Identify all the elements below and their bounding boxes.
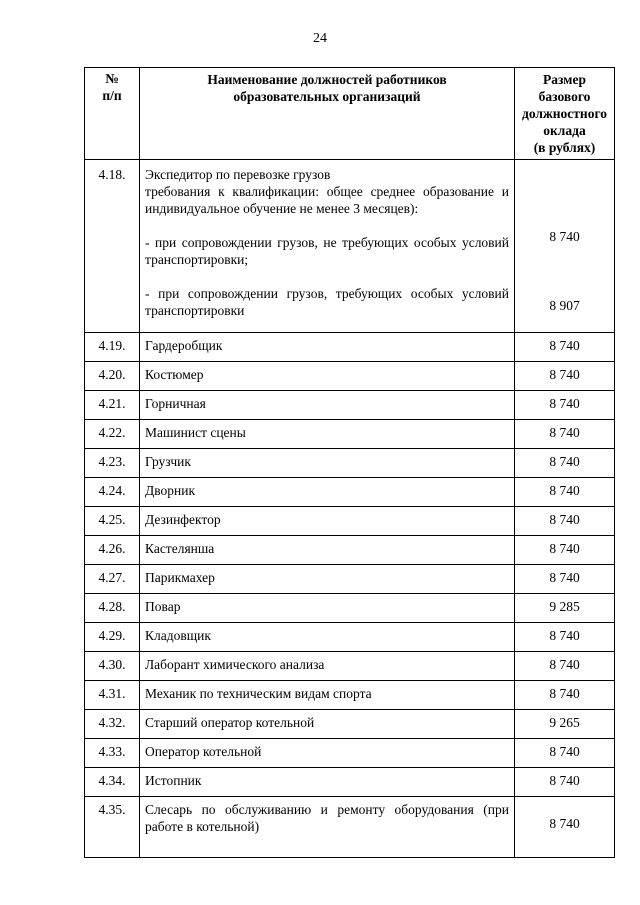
row-salary: 9 285 (515, 594, 615, 623)
row-position-name: Грузчик (140, 449, 515, 478)
row-salary (515, 160, 615, 333)
table-row (85, 449, 615, 478)
positions-salary-table (84, 67, 615, 858)
table-row (85, 333, 615, 362)
table-row (85, 681, 615, 710)
row-salary: 8 740 (515, 478, 615, 507)
header-name-line2: образовательных организаций (233, 89, 421, 104)
header-salary (515, 68, 615, 160)
row-number: 4.35. (85, 797, 140, 858)
table-row (85, 565, 615, 594)
table-row (85, 797, 615, 858)
table-row (85, 160, 615, 333)
row-position-name: Дворник (140, 478, 515, 507)
row-salary: 8 740 (515, 739, 615, 768)
table-row (85, 623, 615, 652)
row-salary: 8 740 (515, 652, 615, 681)
row-salary-case-2: 8 907 (549, 298, 580, 313)
table-row (85, 507, 615, 536)
row-number: 4.33. (85, 739, 140, 768)
table-row (85, 768, 615, 797)
row-number: 4.31. (85, 681, 140, 710)
row-salary: 8 740 (515, 420, 615, 449)
row-number: 4.23. (85, 449, 140, 478)
row-number: 4.19. (85, 333, 140, 362)
table-row (85, 739, 615, 768)
row-number: 4.22. (85, 420, 140, 449)
row-position-name (140, 160, 515, 333)
header-position-name (140, 68, 515, 160)
row-number: 4.32. (85, 710, 140, 739)
row-number: 4.29. (85, 623, 140, 652)
table-row (85, 594, 615, 623)
header-salary-line2: базового (538, 89, 591, 104)
row-salary: 8 740 (515, 565, 615, 594)
row-position-name: Парикмахер (140, 565, 515, 594)
row-salary: 8 740 (515, 391, 615, 420)
row-position-name: Слесарь по обслуживанию и ремонту оборудования (при работе в котельной) (140, 797, 515, 858)
row-case-1: - при сопровождении грузов, не требующих особых условий транспортировки; (145, 235, 509, 267)
row-position-name: Механик по техническим видам спорта (140, 681, 515, 710)
row-number: 4.30. (85, 652, 140, 681)
row-position-name: Горничная (140, 391, 515, 420)
row-salary: 8 740 (515, 362, 615, 391)
row-position-name: Костюмер (140, 362, 515, 391)
row-number: 4.25. (85, 507, 140, 536)
row-position-name: Повар (140, 594, 515, 623)
row-position-name: Лаборант химического анализа (140, 652, 515, 681)
row-salary: 8 740 (515, 333, 615, 362)
row-position-name: Гардеробщик (140, 333, 515, 362)
table-row (85, 362, 615, 391)
row-number: 4.26. (85, 536, 140, 565)
row-number: 4.18. (85, 160, 140, 333)
row-salary: 8 740 (515, 797, 615, 858)
row-position-name: Машинист сцены (140, 420, 515, 449)
header-salary-line3: должностного (522, 106, 607, 121)
table-row (85, 478, 615, 507)
row-position-name: Кладовщик (140, 623, 515, 652)
row-salary: 8 740 (515, 768, 615, 797)
row-requirements: требования к квалификации: общее среднее образование и индивидуальное обучение не менее 3 месяцев): (145, 184, 509, 216)
row-salary: 9 265 (515, 710, 615, 739)
row-case-2: - при сопровождении грузов, требующих особых условий транспортировки (145, 286, 509, 318)
row-number: 4.27. (85, 565, 140, 594)
table-row (85, 536, 615, 565)
header-number-line2: п/п (102, 88, 122, 103)
row-salary: 8 740 (515, 681, 615, 710)
table-row (85, 420, 615, 449)
header-number-line1: № (105, 71, 119, 86)
row-position-name: Истопник (140, 768, 515, 797)
row-position-name: Старший оператор котельной (140, 710, 515, 739)
row-number: 4.20. (85, 362, 140, 391)
row-title: Экспедитор по перевозке грузов (145, 167, 331, 182)
table-header-row (85, 68, 615, 160)
table-row (85, 391, 615, 420)
header-salary-line4: оклада (543, 123, 586, 138)
row-number: 4.24. (85, 478, 140, 507)
row-position-name: Кастелянша (140, 536, 515, 565)
row-salary: 8 740 (515, 449, 615, 478)
table-row (85, 652, 615, 681)
header-name-line1: Наименование должностей работников (207, 72, 447, 87)
header-number (85, 68, 140, 160)
table-row (85, 710, 615, 739)
row-number: 4.34. (85, 768, 140, 797)
row-salary: 8 740 (515, 507, 615, 536)
row-number: 4.28. (85, 594, 140, 623)
header-salary-line1: Размер (543, 72, 586, 87)
row-salary-case-1: 8 740 (549, 229, 580, 244)
page-number: 24 (313, 31, 327, 46)
row-salary: 8 740 (515, 536, 615, 565)
row-number: 4.21. (85, 391, 140, 420)
row-position-name: Оператор котельной (140, 739, 515, 768)
row-position-name: Дезинфектор (140, 507, 515, 536)
header-salary-line5: (в рублях) (533, 140, 596, 155)
row-salary: 8 740 (515, 623, 615, 652)
